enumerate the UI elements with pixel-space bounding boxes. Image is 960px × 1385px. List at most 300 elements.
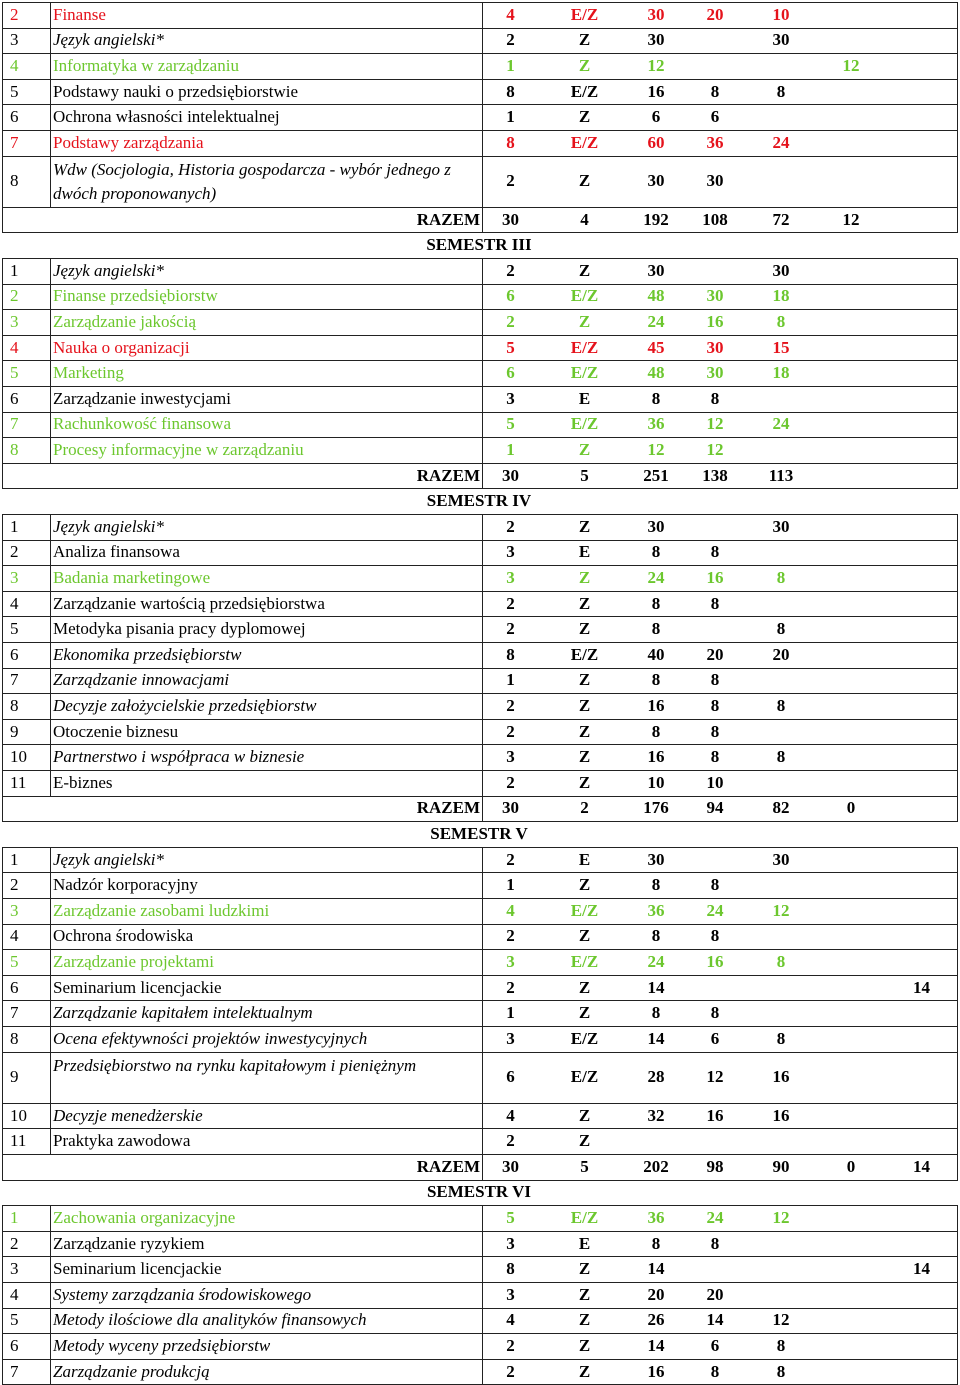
course-ects: 1 <box>506 875 515 895</box>
column-divider <box>50 104 51 130</box>
semester-header: SEMESTR III <box>426 235 532 255</box>
course-ex: 16 <box>772 1067 790 1087</box>
column-divider <box>957 693 958 719</box>
column-divider <box>482 744 483 770</box>
course-lab <box>814 1026 888 1052</box>
course-proj <box>888 1128 956 1154</box>
course-form: Z <box>578 1259 591 1279</box>
course-form: Z <box>578 695 591 715</box>
column-divider <box>2 898 3 924</box>
column-divider <box>2 1205 3 1231</box>
course-ex: 8 <box>776 695 786 715</box>
column-divider <box>482 872 483 898</box>
course-lec: 10 <box>706 772 724 792</box>
course-form: E/Z <box>570 363 599 383</box>
course-ects: 2 <box>506 695 515 715</box>
course-lec <box>682 53 748 79</box>
course-name: Zarządzanie zasobami ludzkimi <box>53 900 270 920</box>
course-tot: 14 <box>647 1259 665 1279</box>
course-proj <box>888 104 956 130</box>
column-divider <box>482 437 483 463</box>
course-proj: 14 <box>913 977 930 997</box>
column-divider <box>50 744 51 770</box>
course-tot: 48 <box>647 363 665 383</box>
course-lec <box>682 1128 748 1154</box>
column-divider <box>957 744 958 770</box>
course-lec: 30 <box>706 286 724 306</box>
column-divider <box>482 79 483 105</box>
course-ex <box>748 591 814 617</box>
course-row <box>0 1103 958 1129</box>
course-name: Ochrona własności intelektualnej <box>53 107 280 127</box>
course-proj <box>888 335 956 361</box>
column-divider <box>957 53 958 79</box>
column-divider <box>50 642 51 668</box>
column-divider <box>2 719 3 745</box>
course-ex <box>748 104 814 130</box>
column-divider <box>2 335 3 361</box>
course-proj <box>888 1000 956 1026</box>
course-lec: 12 <box>706 414 724 434</box>
column-divider <box>50 924 51 950</box>
course-lab <box>814 79 888 105</box>
course-lab <box>814 309 888 335</box>
course-ects: 1 <box>506 55 515 75</box>
course-ects: 3 <box>506 1284 515 1304</box>
course-lab <box>814 540 888 566</box>
course-num: 4 <box>10 926 19 946</box>
column-divider <box>482 1282 483 1308</box>
course-proj <box>888 309 956 335</box>
course-num: 5 <box>10 81 19 101</box>
course-form: E/Z <box>570 4 599 24</box>
column-divider <box>957 2 958 28</box>
course-row <box>0 847 958 873</box>
course-name: Język angielski* <box>53 260 164 280</box>
course-proj <box>888 719 956 745</box>
course-lec: 16 <box>706 567 724 587</box>
column-divider <box>482 796 483 822</box>
column-divider <box>957 79 958 105</box>
course-ex <box>748 668 814 694</box>
column-divider <box>2 1359 3 1385</box>
course-ects: 2 <box>506 926 515 946</box>
course-proj <box>888 924 956 950</box>
total-tot: 251 <box>643 465 669 485</box>
course-tot: 20 <box>647 1284 665 1304</box>
column-divider <box>482 1333 483 1359</box>
column-divider <box>50 565 51 591</box>
course-form: Z <box>578 721 591 741</box>
course-num: 3 <box>10 900 19 920</box>
course-num: 5 <box>10 363 19 383</box>
course-ects: 2 <box>506 1335 515 1355</box>
course-num: 10 <box>10 1105 27 1125</box>
course-num: 7 <box>10 670 19 690</box>
course-lab <box>814 1308 888 1334</box>
total-ex: 82 <box>772 798 790 818</box>
course-num: 6 <box>10 107 19 127</box>
course-lab <box>814 386 888 412</box>
column-divider <box>482 104 483 130</box>
course-name: Partnerstwo i współpraca w biznesie <box>53 747 305 767</box>
course-lab <box>814 437 888 463</box>
column-divider <box>957 565 958 591</box>
course-lab <box>814 1128 888 1154</box>
course-tot: 10 <box>647 772 665 792</box>
column-divider <box>482 1000 483 1026</box>
course-name: Finanse <box>53 4 106 24</box>
course-form: Z <box>578 875 591 895</box>
course-ects: 5 <box>506 337 515 357</box>
course-lab <box>814 1103 888 1129</box>
course-num: 9 <box>10 1067 19 1087</box>
column-divider <box>50 309 51 335</box>
course-form: Z <box>578 1105 591 1125</box>
course-num: 4 <box>10 55 19 75</box>
course-num: 7 <box>10 1361 19 1381</box>
course-row <box>0 642 958 668</box>
course-lab <box>814 335 888 361</box>
course-num: 7 <box>10 414 19 434</box>
course-ex: 8 <box>776 567 786 587</box>
course-row <box>0 898 958 924</box>
course-lab <box>814 591 888 617</box>
column-divider <box>957 1128 958 1154</box>
course-name: Zarządzanie produkcją <box>53 1361 210 1381</box>
column-divider <box>482 1052 483 1103</box>
course-name: Metody wyceny przedsiębiorstw <box>53 1335 271 1355</box>
course-num: 8 <box>10 1028 19 1048</box>
course-ects: 3 <box>506 388 515 408</box>
course-proj <box>888 1103 956 1129</box>
course-row <box>0 514 958 540</box>
column-divider <box>957 309 958 335</box>
course-ects: 6 <box>506 286 515 306</box>
course-lec: 24 <box>706 1207 724 1227</box>
course-num: 6 <box>10 977 19 997</box>
course-proj: 14 <box>913 1259 930 1279</box>
semester-total-row <box>0 796 958 822</box>
course-ects: 4 <box>506 4 515 24</box>
course-ex <box>748 1256 814 1282</box>
course-name: Zarządzanie jakością <box>53 311 196 331</box>
course-tot <box>630 1128 682 1154</box>
course-form: E/Z <box>570 644 599 664</box>
course-name: Wdw (Socjologia, Historia gospodarcza - wybór jednego z dwóch proponowanych) <box>53 159 451 203</box>
column-divider <box>2 28 3 54</box>
course-row <box>0 719 958 745</box>
course-form: E/Z <box>570 286 599 306</box>
course-name: E-biznes <box>53 772 113 792</box>
course-tot: 8 <box>651 388 661 408</box>
course-form: Z <box>578 1361 591 1381</box>
course-num: 3 <box>10 311 19 331</box>
course-lec: 8 <box>710 1233 720 1253</box>
course-proj <box>888 616 956 642</box>
course-ex: 12 <box>772 1310 790 1330</box>
column-divider <box>2 1128 3 1154</box>
course-proj <box>888 1282 956 1308</box>
course-name: Metody ilościowe dla analityków finansowych <box>53 1310 367 1330</box>
total-lab: 0 <box>846 1156 856 1176</box>
course-tot: 36 <box>647 414 665 434</box>
column-divider <box>2 591 3 617</box>
course-name: Język angielski* <box>53 516 164 536</box>
column-divider <box>482 1359 483 1385</box>
course-lec: 8 <box>710 542 720 562</box>
course-lec: 8 <box>710 747 720 767</box>
course-form: Z <box>578 670 591 690</box>
course-tot: 12 <box>647 439 665 459</box>
column-divider <box>957 463 958 489</box>
course-lec: 16 <box>706 951 724 971</box>
course-ex: 8 <box>776 951 786 971</box>
course-proj <box>888 591 956 617</box>
course-name: Język angielski* <box>53 30 164 50</box>
column-divider <box>957 898 958 924</box>
course-form: Z <box>578 567 591 587</box>
course-lec: 8 <box>710 593 720 613</box>
column-divider <box>2 1308 3 1334</box>
course-ex <box>748 719 814 745</box>
course-num: 11 <box>10 772 27 792</box>
course-lab <box>814 1282 888 1308</box>
column-divider <box>957 642 958 668</box>
course-tot: 30 <box>647 849 665 869</box>
column-divider <box>482 924 483 950</box>
column-divider <box>2 847 3 873</box>
course-lec: 8 <box>710 926 720 946</box>
column-divider <box>482 156 483 207</box>
course-ects: 8 <box>506 81 515 101</box>
semester-total-row <box>0 463 958 489</box>
column-divider <box>2 1052 3 1103</box>
course-row <box>0 437 958 463</box>
column-divider <box>957 1359 958 1385</box>
course-ex: 30 <box>772 260 790 280</box>
course-lab <box>814 2 888 28</box>
course-row <box>0 28 958 54</box>
course-ex: 20 <box>772 644 790 664</box>
course-ex: 8 <box>776 311 786 331</box>
course-row <box>0 1359 958 1385</box>
column-divider <box>2 463 3 489</box>
column-divider <box>957 1000 958 1026</box>
course-form: Z <box>578 747 591 767</box>
column-divider <box>957 207 958 233</box>
course-form: E/Z <box>570 1207 599 1227</box>
course-proj <box>888 1052 956 1103</box>
column-divider <box>50 949 51 975</box>
course-lec <box>682 847 748 873</box>
course-ex: 30 <box>772 516 790 536</box>
course-ex: 12 <box>772 900 790 920</box>
course-form: Z <box>578 516 591 536</box>
course-lec: 20 <box>706 1284 724 1304</box>
course-ex: 12 <box>772 1207 790 1227</box>
course-ex: 24 <box>772 414 790 434</box>
course-lec <box>682 258 748 284</box>
column-divider <box>482 258 483 284</box>
course-lec <box>682 1256 748 1282</box>
column-divider <box>50 1231 51 1257</box>
course-name: Marketing <box>53 363 124 383</box>
course-ex: 10 <box>772 4 790 24</box>
column-divider <box>957 847 958 873</box>
course-num: 5 <box>10 619 19 639</box>
column-divider <box>482 975 483 1001</box>
course-name: Praktyka zawodowa <box>53 1131 191 1151</box>
course-lec: 8 <box>710 388 720 408</box>
course-num: 1 <box>10 1207 19 1227</box>
total-label: RAZEM <box>416 209 480 229</box>
course-tot: 45 <box>647 337 665 357</box>
course-tot: 36 <box>647 1207 665 1227</box>
course-proj <box>888 1231 956 1257</box>
course-ects: 5 <box>506 414 515 434</box>
course-proj <box>888 1359 956 1385</box>
course-form: Z <box>578 311 591 331</box>
course-lab <box>814 1231 888 1257</box>
course-lab <box>814 872 888 898</box>
course-tot: 8 <box>651 619 661 639</box>
course-row <box>0 284 958 310</box>
total-form: 5 <box>580 465 589 485</box>
course-lec <box>682 28 748 54</box>
column-divider <box>2 207 3 233</box>
total-proj <box>888 463 956 489</box>
course-lec: 6 <box>710 1028 720 1048</box>
column-divider <box>957 1282 958 1308</box>
course-name: Zarządzanie wartością przedsiębiorstwa <box>53 593 325 613</box>
course-tot: 28 <box>647 1067 665 1087</box>
course-lec: 16 <box>706 311 724 331</box>
course-tot: 36 <box>647 900 665 920</box>
column-divider <box>50 591 51 617</box>
column-divider <box>2 412 3 438</box>
course-tot: 30 <box>647 30 665 50</box>
course-lec: 20 <box>706 4 724 24</box>
column-divider <box>2 1154 3 1180</box>
course-row <box>0 1026 958 1052</box>
course-name: Nadzór korporacyjny <box>53 875 198 895</box>
course-tot: 60 <box>647 132 665 152</box>
course-row <box>0 565 958 591</box>
course-ects: 3 <box>506 1028 515 1048</box>
total-ex: 90 <box>772 1156 790 1176</box>
course-name: Nauka o organizacji <box>53 337 190 357</box>
column-divider <box>957 437 958 463</box>
course-ex: 8 <box>776 1028 786 1048</box>
column-divider <box>482 1128 483 1154</box>
course-proj <box>888 386 956 412</box>
total-proj <box>888 207 956 233</box>
column-divider <box>2 1026 3 1052</box>
course-ex <box>748 1282 814 1308</box>
course-ects: 1 <box>506 107 515 127</box>
course-form: Z <box>578 439 591 459</box>
column-divider <box>482 540 483 566</box>
total-proj <box>888 796 956 822</box>
course-num: 10 <box>10 747 27 767</box>
course-tot: 8 <box>651 926 661 946</box>
course-form: E/Z <box>570 900 599 920</box>
column-divider <box>482 1154 483 1180</box>
course-ects: 3 <box>506 747 515 767</box>
course-lab <box>814 975 888 1001</box>
column-divider <box>50 719 51 745</box>
course-name: Seminarium licencjackie <box>53 1259 222 1279</box>
course-proj <box>888 514 956 540</box>
column-divider <box>482 309 483 335</box>
total-ex: 72 <box>772 209 790 229</box>
column-divider <box>957 1103 958 1129</box>
course-proj <box>888 898 956 924</box>
course-row <box>0 591 958 617</box>
column-divider <box>2 770 3 796</box>
course-lec <box>682 975 748 1001</box>
column-divider <box>50 770 51 796</box>
column-divider <box>2 104 3 130</box>
course-name: Ocena efektywności projektów inwestycyjnych <box>53 1028 368 1048</box>
column-divider <box>957 1256 958 1282</box>
course-proj <box>888 668 956 694</box>
course-lab <box>814 514 888 540</box>
column-divider <box>482 2 483 28</box>
course-tot: 30 <box>647 171 665 191</box>
course-ects: 2 <box>506 260 515 280</box>
course-lab <box>814 28 888 54</box>
column-divider <box>50 872 51 898</box>
column-divider <box>957 1052 958 1103</box>
course-ex <box>748 437 814 463</box>
column-divider <box>482 360 483 386</box>
course-proj <box>888 693 956 719</box>
course-num: 8 <box>10 695 19 715</box>
semester-total-row <box>0 1154 958 1180</box>
course-tot: 14 <box>647 1335 665 1355</box>
course-ex: 30 <box>772 30 790 50</box>
column-divider <box>2 156 3 207</box>
course-row <box>0 2 958 28</box>
course-tot: 8 <box>651 670 661 690</box>
course-tot: 8 <box>651 1233 661 1253</box>
course-ects: 2 <box>506 171 515 191</box>
column-divider <box>50 975 51 1001</box>
course-proj <box>888 770 956 796</box>
column-divider <box>2 668 3 694</box>
course-lec: 30 <box>706 363 724 383</box>
course-ects: 4 <box>506 1310 515 1330</box>
course-lec: 8 <box>710 721 720 741</box>
column-divider <box>482 642 483 668</box>
course-ects: 2 <box>506 1131 515 1151</box>
column-divider <box>50 1308 51 1334</box>
course-num: 6 <box>10 388 19 408</box>
column-divider <box>957 949 958 975</box>
column-divider <box>2 1103 3 1129</box>
course-lec: 8 <box>710 81 720 101</box>
column-divider <box>50 360 51 386</box>
column-divider <box>482 1103 483 1129</box>
column-divider <box>957 924 958 950</box>
course-proj <box>888 744 956 770</box>
course-name: Rachunkowość finansowa <box>53 414 231 434</box>
course-form: E/Z <box>570 1067 599 1087</box>
course-ects: 2 <box>506 619 515 639</box>
column-divider <box>957 258 958 284</box>
